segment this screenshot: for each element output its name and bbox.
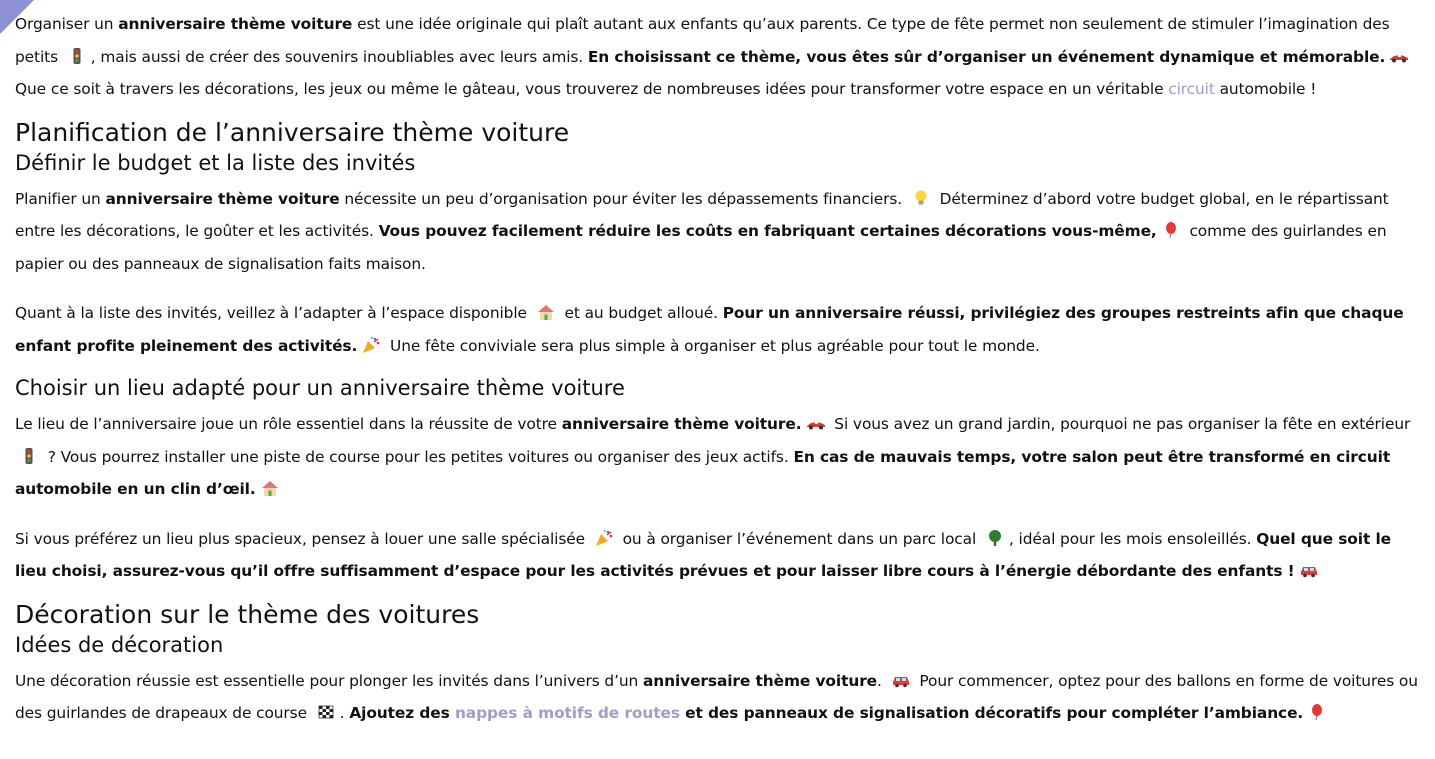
text: Une décoration réussie est essentielle pour plonger les invités dans l’univers d’un	[15, 671, 643, 690]
text: automobile !	[1214, 80, 1317, 98]
party-popper-icon	[361, 336, 381, 354]
tree-icon	[985, 529, 1005, 547]
house-icon	[260, 479, 280, 497]
text: et au budget alloué.	[559, 304, 723, 322]
text: nécessite un peu d’organisation pour éviter les dépassements financiers.	[339, 189, 907, 208]
text: .	[339, 704, 350, 722]
text: Une fête conviviale sera plus simple à organiser et plus agréable pour tout le monde.	[385, 336, 1040, 355]
bold-text: Quel que soit le lieu choisi, assurez-vous qu’il offre suffisamment d’espace pour les activités prévues et pour laisser libre cours à l’énergie débordante des enfants !	[15, 529, 1391, 580]
car-icon	[891, 671, 911, 689]
text: Pour commencer, optez pour des ballons en forme de voitures ou des guirlandes de drapeaux de course	[15, 671, 1418, 722]
traffic-light-icon	[67, 47, 87, 65]
budget-paragraph	[15, 183, 1420, 281]
corner-accent	[0, 0, 34, 34]
text: est une idée originale qui plaît autant aux enfants qu’aux parents. Ce type de fête permet non seulement de stimuler l’imagination des petits	[15, 15, 1390, 66]
text: comme des guirlandes en papier ou des panneaux de signalisation faits maison.	[15, 222, 1387, 273]
text: ? Vous pourrez installer une piste de course pour les petites voitures ou organiser des jeux actifs.	[43, 447, 794, 466]
balloon-icon	[1161, 221, 1181, 239]
race-car-icon	[806, 414, 826, 432]
bold-text: anniversaire thème voiture	[105, 189, 340, 208]
traffic-light-icon	[19, 447, 39, 465]
subsection-title-idees: Idées de décoration	[15, 632, 224, 657]
text: Si vous préférez un lieu plus spacieux, pensez à louer une salle spécialisée	[15, 529, 590, 548]
light-bulb-icon	[911, 189, 931, 207]
checkered-flag-icon	[316, 703, 336, 721]
text: Quant à la liste des invités, veillez à l’adapter à l’espace disponible	[15, 304, 532, 322]
text: Le lieu de l’anniversaire joue un rôle essentiel dans la réussite de votre	[15, 415, 562, 433]
bold-text: et des panneaux de signalisation décoratifs pour compléter l’ambiance.	[679, 704, 1304, 722]
guests-paragraph	[15, 297, 1420, 362]
bold-text: Vous pouvez facilement réduire les coûts en fabriquant certaines décorations vous-même,	[378, 222, 1157, 240]
subsection-title-lieu: Choisir un lieu adapté pour un anniversaire thème voiture	[15, 376, 625, 400]
bold-text: Pour un anniversaire réussi, privilégiez des groupes restreints afin que chaque enfant profite pleinement des activités.	[15, 304, 1404, 355]
bold-text: anniversaire thème voiture	[118, 15, 353, 33]
subsection-title-budget: Définir le budget et la liste des invités	[15, 150, 416, 175]
nappes-link[interactable]: nappes à motifs de routes	[454, 704, 680, 722]
text: ou à organiser l’événement dans un parc local	[617, 529, 981, 548]
text: Organiser un	[15, 15, 119, 33]
text: Déterminez d’abord votre budget global, en le répartissant entre les décorations, le goûter et les activités.	[15, 189, 1389, 240]
bold-text: anniversaire thème voiture	[642, 671, 878, 690]
bold-text: anniversaire thème voiture.	[561, 415, 802, 433]
text: Si vous avez un grand jardin, pourquoi ne pas organiser la fête en extérieur	[829, 415, 1411, 433]
text: , idéal pour les mois ensoleillés.	[1008, 529, 1257, 548]
text: Planifier un	[15, 189, 106, 208]
decoration-paragraph	[15, 665, 1420, 730]
car-icon	[1299, 561, 1319, 579]
text: .	[877, 671, 887, 690]
text: , mais aussi de créer des souvenirs inoubliables avec leurs amis.	[90, 47, 588, 66]
bold-text: En choisissant ce thème, vous êtes sûr d’organiser un événement dynamique et mémorable.	[587, 47, 1386, 66]
venue-paragraph	[15, 408, 1420, 506]
race-car-icon	[1389, 47, 1409, 65]
circuit-link[interactable]: circuit	[1168, 80, 1215, 98]
section-title-planification: Planification de l’anniversaire thème voiture	[15, 117, 570, 147]
house-icon	[536, 303, 556, 321]
bold-text: Ajoutez des	[349, 704, 455, 722]
spacious-venue-paragraph	[15, 523, 1420, 588]
intro-paragraph	[15, 8, 1420, 106]
article-content	[15, 8, 1420, 747]
bold-text: En cas de mauvais temps, votre salon peut être transformé en circuit automobile en un clin d’œil.	[15, 447, 1391, 498]
text: Que ce soit à travers les décorations, les jeux ou même le gâteau, vous trouverez de nombreuses idées pour transformer votre espace en un véritable	[15, 80, 1169, 98]
section-title-decoration: Décoration sur le thème des voitures	[15, 599, 480, 629]
party-popper-icon	[594, 529, 614, 547]
balloon-icon	[1307, 703, 1327, 721]
